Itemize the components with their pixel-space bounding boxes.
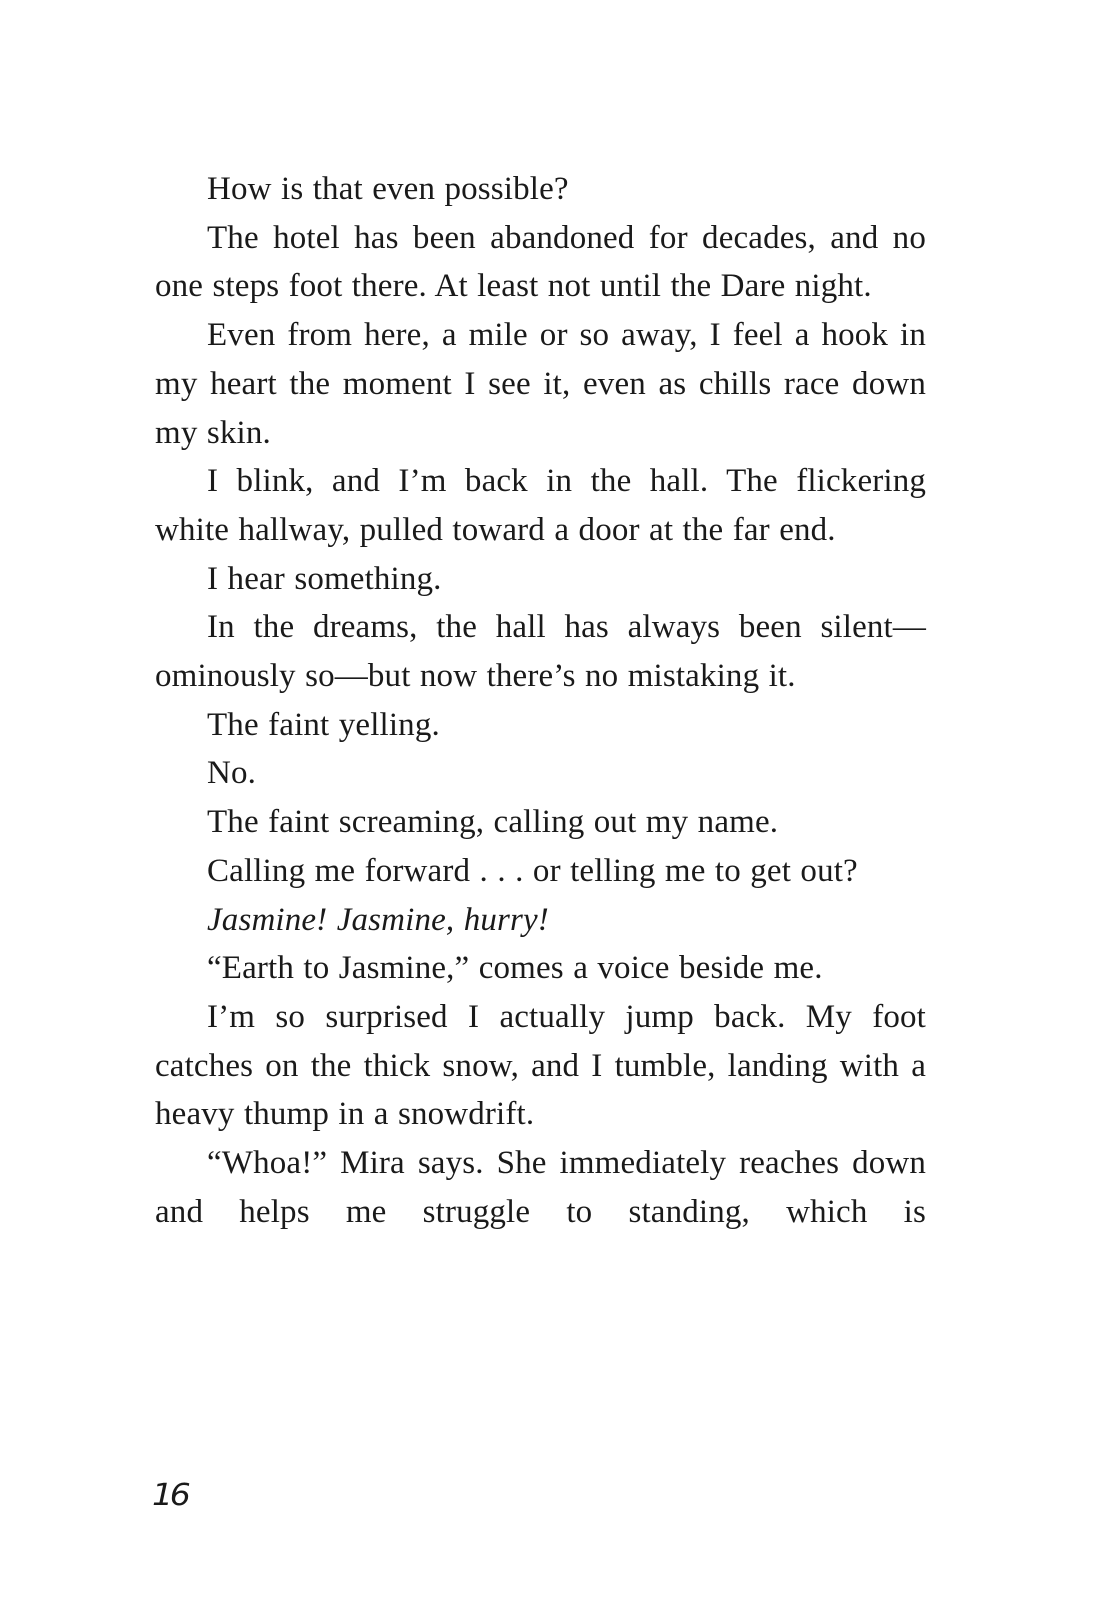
paragraph: In the dreams, the hall has always been silent—ominously so—but now there’s no mistaking it. xyxy=(155,609,926,695)
paragraph: The hotel has been abandoned for decades, and no one steps foot there. At least not until the Dare night. xyxy=(155,219,926,305)
paragraph-continued: “Whoa!” Mira says. She immediately reaches down and helps me struggle to standing, which is xyxy=(155,1145,926,1230)
body-text xyxy=(155,165,926,1236)
paragraph: Even from here, a mile or so away, I feel a hook in my heart the moment I see it, even as chills race down my skin. xyxy=(155,317,926,451)
paragraph: I’m so surprised I actually jump back. My foot catches on the thick snow, and I tumble, landing with a heavy thump in a snowdrift. xyxy=(155,998,926,1133)
page-number: 16 xyxy=(152,1478,188,1513)
paragraph: No. xyxy=(207,755,257,792)
paragraph: Calling me forward . . . or telling me to get out? xyxy=(207,852,858,889)
paragraph: How is that even possible? xyxy=(207,171,569,207)
paragraph: I blink, and I’m back in the hall. The flickering white hallway, pulled toward a door at the far end. xyxy=(155,463,926,548)
paragraph: The faint yelling. xyxy=(207,706,440,743)
paragraph: “Earth to Jasmine,” comes a voice beside me. xyxy=(207,950,823,987)
italic-paragraph: Jasmine! Jasmine, hurry! xyxy=(207,901,549,938)
paragraph: The faint screaming, calling out my name. xyxy=(207,804,779,841)
paragraph: I hear something. xyxy=(207,560,442,597)
